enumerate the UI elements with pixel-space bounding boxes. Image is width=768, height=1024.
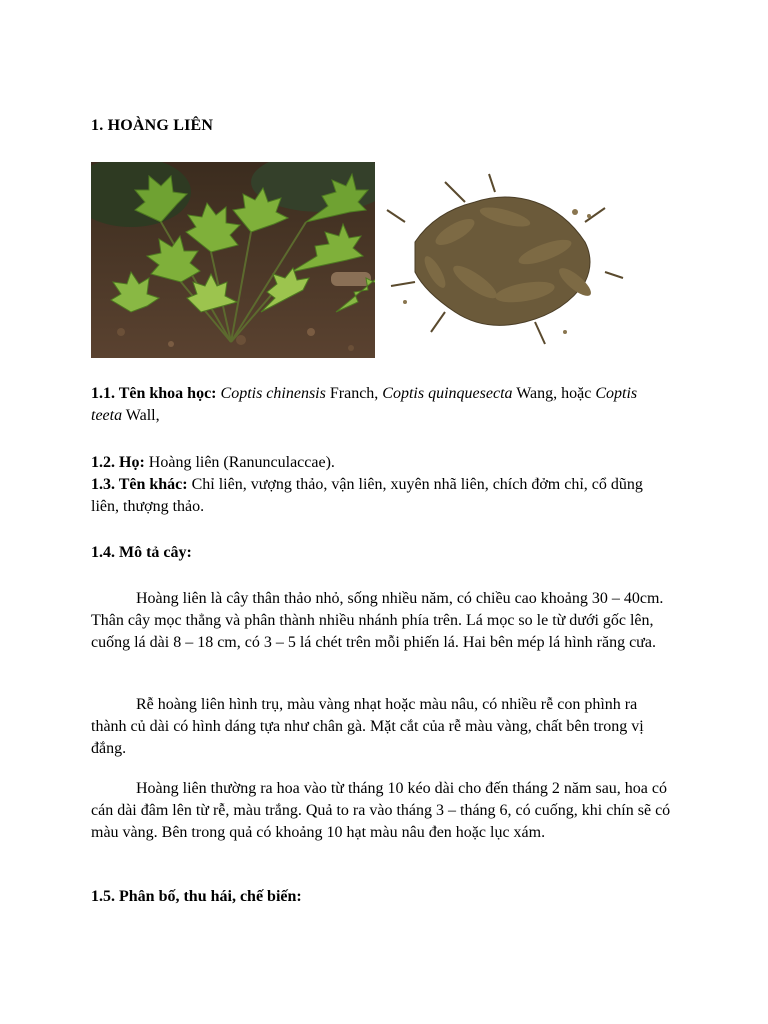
- scientific-name-3: Coptis teeta: [91, 385, 638, 424]
- description-heading: 1.4. Mô tả cây:: [91, 544, 192, 561]
- description-paragraph-1: Hoàng liên là cây thân thảo nhỏ, sống nhiều năm, có chiều cao khoảng 30 – 40cm. Thân cây mọc thẳng và phân thành nhiều nhánh phía trên. Lá mọc so le từ dưới gốc lên, cuống lá dài 8 – 18 cm, có 3 – 5 lá chét trên mỗi phiến lá. Hai bên mép lá hình răng cưa.: [91, 590, 664, 651]
- scientific-name-label: 1.1. Tên khoa học:: [91, 385, 217, 402]
- plant-photo: [91, 162, 375, 358]
- figure-images: [91, 162, 629, 358]
- description-paragraph-3: Hoàng liên thường ra hoa vào từ tháng 10 kéo dài cho đến tháng 2 năm sau, hoa có cán dài đâm lên từ rễ, màu trắng. Quả to ra vào tháng 3 – tháng 6, có cuống, khi chín sẽ có màu vàng. Bên trong quả có khoảng 10 hạt màu nâu đen hoặc lục xám.: [91, 780, 671, 841]
- scientific-author-1: Franch,: [325, 385, 379, 402]
- family-text: Hoàng liên (Ranunculaccae).: [144, 454, 335, 471]
- description-paragraph-2: Rễ hoàng liên hình trụ, màu vàng nhạt hoặc màu nâu, có nhiều rễ con phình ra thành củ dài có hình dáng tựa như chân gà. Mặt cắt của rễ màu vàng, chất bên trong vị đắng.: [91, 696, 644, 757]
- family-label: 1.2. Họ:: [91, 454, 145, 471]
- section-title: 1. HOÀNG LIÊN: [91, 117, 214, 134]
- scientific-name-1: Coptis chinensis: [220, 385, 326, 402]
- scientific-author-3: Wall,: [122, 407, 160, 424]
- scientific-name-2: Coptis quinquesecta: [382, 385, 513, 402]
- other-names-paragraph: [91, 474, 671, 518]
- scientific-author-2: Wang, hoặc: [512, 385, 592, 402]
- dried-root-photo: [375, 162, 629, 358]
- scientific-name-paragraph: [91, 383, 671, 427]
- family-paragraph: [91, 452, 671, 474]
- other-names-text: Chỉ liên, vượng thảo, vận liên, xuyên nhã liên, chích đởm chỉ, cổ dũng liên, thượng thảo.: [91, 476, 643, 515]
- distribution-heading: 1.5. Phân bố, thu hái, chế biến:: [91, 888, 302, 905]
- other-names-label: 1.3. Tên khác:: [91, 476, 188, 493]
